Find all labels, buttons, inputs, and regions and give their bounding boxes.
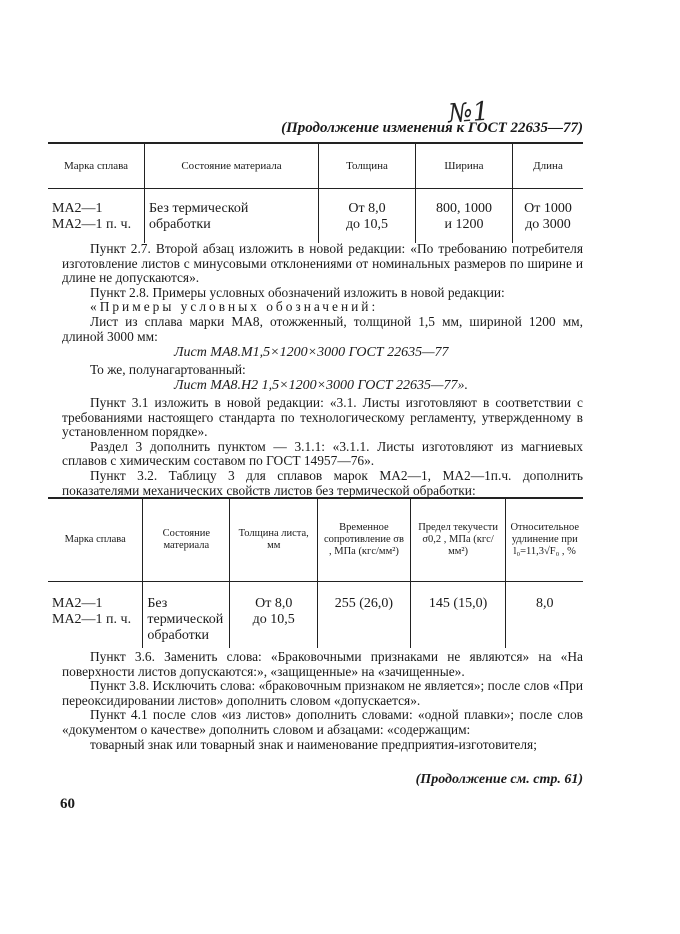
table-2-cell-elongation: 8,0 bbox=[506, 582, 583, 649]
table-1-col-state: Состояние материала bbox=[145, 143, 319, 189]
table-row bbox=[48, 582, 583, 649]
table-1-col-thickness: Толщина bbox=[319, 143, 416, 189]
paragraph-3-1: Пункт 3.1 изложить в новой редакции: «3.1. Листы изготовляют в соответствии с требованиями настоящего стандарта по технологическому регламенту, утвержденному в установленном порядке». bbox=[62, 394, 583, 440]
paragraph-same: То же, полунагартованный: bbox=[90, 361, 246, 377]
page-number: 60 bbox=[60, 796, 75, 812]
table-2 bbox=[48, 497, 583, 648]
text-block-1 bbox=[62, 242, 583, 498]
paragraph-section-3: Раздел 3 дополнить пунктом — 3.1.1: «3.1.1. Листы изготовляют из магниевых сплавов с химическим составом по ГОСТ 14957—76». bbox=[62, 438, 583, 469]
table-2-col-thickness: Толщина листа, мм bbox=[230, 498, 318, 582]
formula-2: Лист МА8.Н2 1,5×1200×3000 ГОСТ 22635—77». bbox=[174, 378, 468, 394]
table-2-col-grade: Марка сплава bbox=[48, 498, 143, 582]
table-1-cell-thickness: От 8,0 до 10,5 bbox=[319, 189, 416, 244]
table-2-cell-thickness: От 8,0 до 10,5 bbox=[230, 582, 318, 649]
paragraph-4-1-item: товарный знак или товарный знак и наименование предприятия-изготовителя; bbox=[90, 736, 537, 752]
paragraph-3-8: Пункт 3.8. Исключить слова: «браковочным признаком не является»; после слов «При переоксидировании листов» дополнить словом «допускается». bbox=[62, 678, 583, 708]
table-1-cell-length: От 1000 до 3000 bbox=[513, 189, 584, 244]
table-2-col-state: Состояние материала bbox=[143, 498, 230, 582]
continuation-header: (Продолжение изменения к ГОСТ 22635—77) bbox=[281, 120, 583, 136]
table-2-cell-yield: 145 (15,0) bbox=[410, 582, 506, 649]
table-row bbox=[48, 189, 583, 244]
table-1-col-width: Ширина bbox=[416, 143, 513, 189]
formula-1: Лист МА8.М1,5×1200×3000 ГОСТ 22635—77 bbox=[174, 345, 449, 361]
paragraph-examples: «Примеры условных обозначений: bbox=[90, 299, 379, 315]
table-2-cell-grade: МА2—1 МА2—1 п. ч. bbox=[52, 596, 132, 627]
table-1-col-grade: Марка сплава bbox=[48, 143, 145, 189]
handwritten-mark: №1 bbox=[447, 96, 491, 130]
table-2-col-tensile: Временное сопротивление σв , МПа (кгс/мм²) bbox=[318, 498, 411, 582]
paragraph-2-8: Пункт 2.8. Примеры условных обозначений изложить в новой редакции: bbox=[90, 284, 505, 300]
continuation-footer: (Продолжение см. стр. 61) bbox=[415, 772, 583, 787]
text-block-2 bbox=[62, 650, 583, 752]
table-1-col-length: Длина bbox=[513, 143, 584, 189]
table-2-header bbox=[48, 498, 583, 582]
table-2-cell-tensile: 255 (26,0) bbox=[318, 582, 411, 649]
paragraph-sheet: Лист из сплава марки МА8, отожженный, толщиной 1,5 мм, шириной 1200 мм, длиной 3000 мм: bbox=[62, 313, 583, 344]
table-1-header bbox=[48, 143, 583, 189]
table-1-cell-state: Без термической обработки bbox=[145, 189, 319, 244]
paragraph-3-2: Пункт 3.2. Таблицу 3 для сплавов марок МА2—1, МА2—1п.ч. дополнить показателями механических свойств листов без термической обработки: bbox=[62, 467, 583, 498]
paragraph-2-7: Пункт 2.7. Второй абзац изложить в новой редакции: «По требованию потребителя изготовление листов с минусовыми отклонениями от номинальных размеров по ширине и длине не допускаются». bbox=[62, 241, 583, 286]
table-2-col-elongation: Относительное удлинение при l₀=11,3√F₀ , % bbox=[506, 498, 583, 582]
table-2-col-yield: Предел текучести σ0,2 , МПа (кгс/мм²) bbox=[410, 498, 506, 582]
table-1-cell-grade: МА2—1 МА2—1 п. ч. bbox=[52, 201, 132, 232]
paragraph-4-1: Пункт 4.1 после слов «из листов» дополнить словами: «одной плавки»; после слов «документом о качестве» дополнить словом и абзацами: «содержащим: bbox=[62, 707, 583, 737]
paragraph-3-6: Пункт 3.6. Заменить слова: «Браковочными признаками не являются» на «На поверхности листов допускаются:», «защищенные» на «зачищенные». bbox=[62, 649, 583, 679]
table-2-cell-state: Без термической обработки bbox=[143, 582, 230, 649]
table-1-cell-width: 800, 1000 и 1200 bbox=[416, 189, 513, 244]
table-1 bbox=[48, 142, 583, 243]
